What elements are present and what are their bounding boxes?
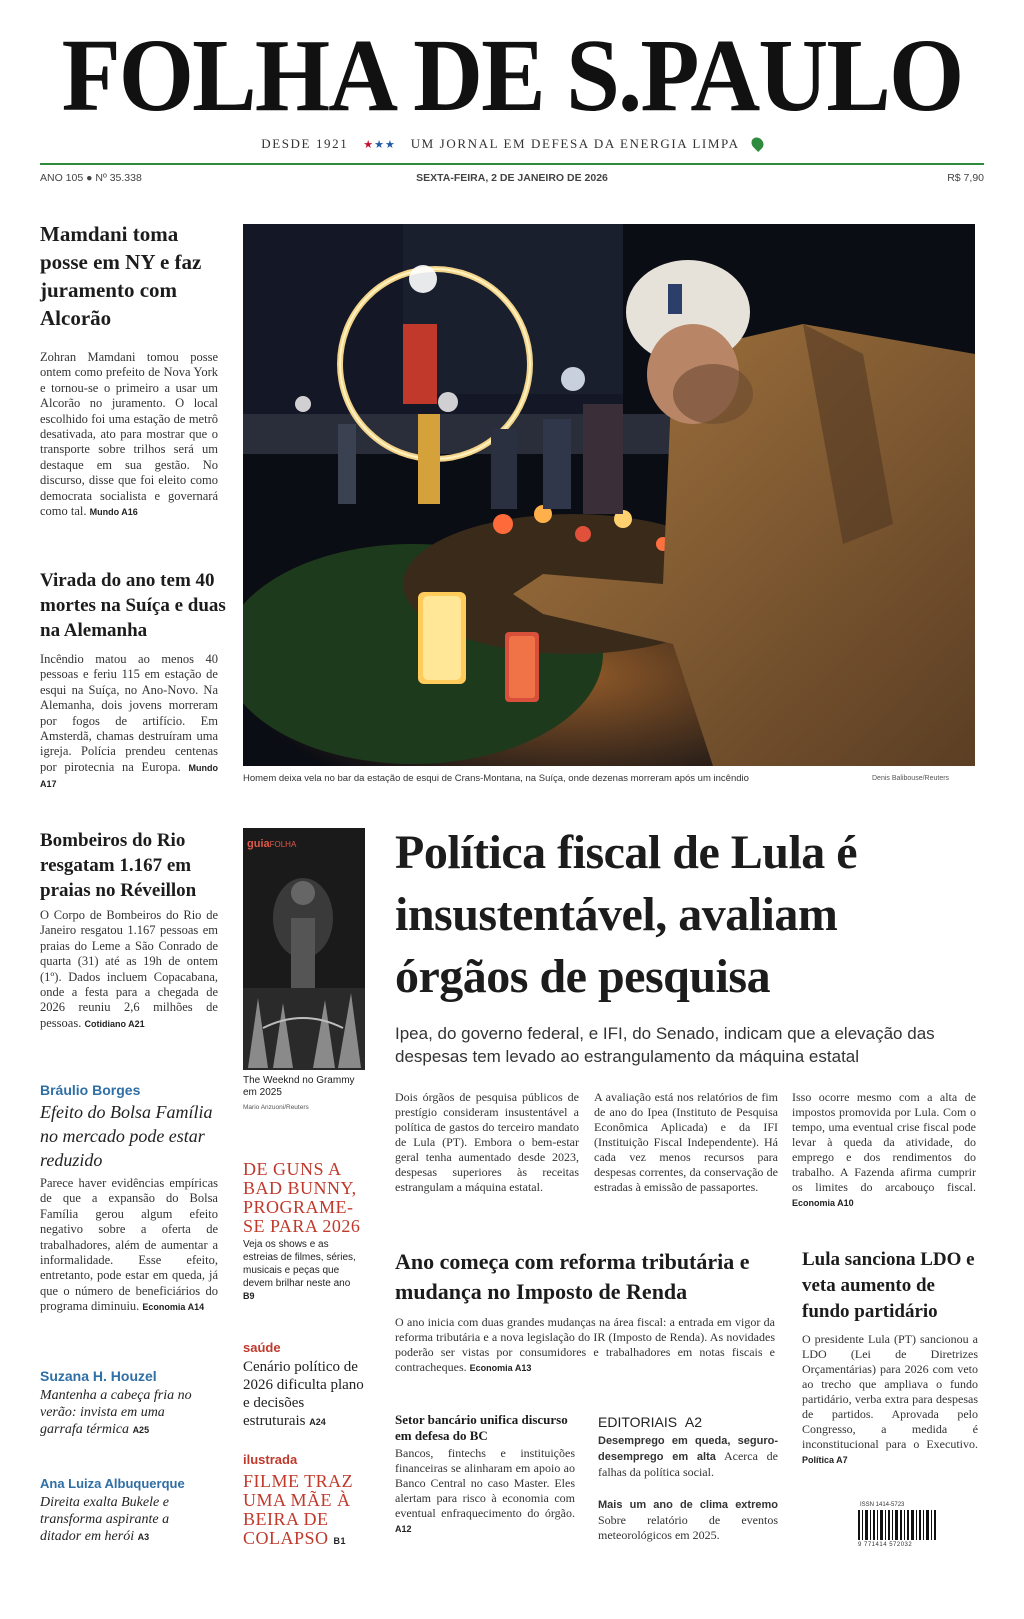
bank-story-body: Bancos, fintechs e instituições financeiras se alinharam em apoio ao Banco Central no caso Master. Eles alertam para risco à economia com eventual enfraquecimento do órgão. A12: [395, 1446, 575, 1534]
lead-photo-illustration: [243, 224, 975, 766]
photo-credit: Denis Balibouse/Reuters: [872, 775, 950, 782]
edition-price: R$ 7,90: [947, 172, 984, 184]
barcode-number: 9 771414 572032: [858, 1542, 913, 1548]
guia-body: Veja os shows e as estreias de filmes, séries, musicais e peças que devem brilhar neste ano B9: [243, 1239, 356, 1301]
guia-logo: guiaFOLHA: [247, 838, 297, 850]
story-mamdani-headline[interactable]: Mamdani toma posse em NY e faz juramento com Alcorão: [40, 222, 202, 330]
photo-caption: Homem deixa vela no bar da estação de esqui de Crans-Montana, na Suíça, onde dezenas morreram após um incêndio: [243, 773, 749, 784]
columnist-suzana-name[interactable]: Suzana H. Houzel: [40, 1368, 157, 1384]
barcode-icon: [858, 1510, 938, 1540]
masthead-rule: [40, 163, 984, 165]
columnist-ana-name[interactable]: Ana Luiza Albuquerque: [40, 1476, 185, 1491]
guia-photo[interactable]: [243, 828, 365, 1070]
page-ref: Mundo A17: [40, 762, 218, 790]
main-body-col3: Isso ocorre mesmo com a alta de impostos promovida por Lula. Com o tempo, uma eventual crise fiscal pode levar à queda da atividade, do emprego e dos rendimentos do trabalho. A Fazenda afirma cumprir os limites do arcabouço fiscal. Economia A10: [792, 1090, 976, 1208]
main-body-col2: A avaliação está nos relatórios de fim de ano do Ipea (Instituto de Pesquisa Econômica Aplicada) e da IFI (Instituição Fiscal Independente). Há cada vez menos recursos para despesas correntes, da conservação de estradas à emissão de passaportes.: [594, 1090, 778, 1194]
guia-headline[interactable]: DE GUNS A BAD BUNNY, PROGRAME-SE PARA 2026: [243, 1159, 361, 1236]
editoriais-label[interactable]: EDITORIAIS A2: [598, 1414, 702, 1430]
page-ref: Economia A10: [792, 1198, 854, 1208]
motto-label: UM JORNAL EM DEFESA DA ENERGIA LIMPA: [410, 136, 739, 151]
story-swiss-fire-headline[interactable]: Virada do ano tem 40 mortes na Suíça e duas na Alemanha: [40, 570, 226, 641]
guia-photo-caption: The Weeknd no Grammy em 2025: [243, 1075, 355, 1098]
main-body-col1: Dois órgãos de pesquisa públicos de prestígio consideram insustentável a política de gastos do terceiro mandato de Lula (PT). Embora o bem-estar geral tenha aumentado desde 2023, despesas superiores às receitas estrangulam a máquina estatal.: [395, 1090, 579, 1194]
page-ref: Mundo A16: [89, 507, 138, 518]
columnist-ana-title[interactable]: Direita exalta Bukele e transforma aspirante a ditador em herói A3: [40, 1495, 170, 1544]
editorial-2[interactable]: Mais um ano de clima extremo Sobre relatório de eventos meteorológicos em 2025.: [598, 1499, 778, 1542]
ilustrada-headline[interactable]: FILME TRAZ UMA MÃE À BEIRA DE COLAPSO B1: [243, 1471, 354, 1548]
page-ref: Política A7: [802, 1455, 848, 1465]
page-ref: A12: [395, 1524, 412, 1534]
masthead-logo: FOLHA DE S.PAULO: [61, 18, 963, 133]
main-subhead: Ipea, do governo federal, e IFI, do Senado, indicam que a elevação das despesas tem levado ao estrangulamento da máquina estatal: [395, 1024, 935, 1066]
columnist-braulio-name[interactable]: Bráulio Borges: [40, 1082, 141, 1098]
edition-date: SEXTA-FEIRA, 2 DE JANEIRO DE 2026: [416, 172, 608, 184]
tax-story-body: O ano inicia com duas grandes mudanças na área fiscal: a entrada em vigor da reforma tributária e a nova legislação do IR (Imposto de Renda). As novidades poderão ser vistas por consumidores e trabalhadores em notas fiscais e contracheques. Economia A13: [395, 1315, 775, 1374]
columnist-braulio-title[interactable]: Efeito do Bolsa Família no mercado pode estar reduzido: [40, 1102, 213, 1170]
page-ref: Cotidiano A21: [84, 1018, 145, 1029]
main-headline[interactable]: Política fiscal de Lula é insustentável, avaliam órgãos de pesquisa: [395, 826, 858, 1003]
masthead-tagline: [0, 136, 1024, 152]
bank-story-headline[interactable]: Setor bancário unifica discurso em defesa do BC: [395, 1412, 568, 1443]
guia-photo-credit: Mario Anzuoni/Reuters: [243, 1104, 309, 1111]
page-ref: Economia A13: [469, 1363, 532, 1373]
ldo-story-body: O presidente Lula (PT) sancionou a LDO (Lei de Diretrizes Orçamentárias) para 2026 com veto ao trecho que ampliava o fundo partidário, verba extra para despesas de partidos. Aprovada pelo Congresso, a medida é inconstitucional para o Executivo. Política A7: [802, 1332, 978, 1465]
barcode-top-label: ISSN 1414-5723: [860, 1502, 905, 1508]
story-rio-headline[interactable]: Bombeiros do Rio resgatam 1.167 em praias no Réveillon: [40, 830, 197, 901]
page-ref: Economia A14: [142, 1302, 205, 1313]
columnist-braulio-body: Parece haver evidências empíricas de que a expansão do Bolsa Família gerou algum efeito negativo sobre a oferta de trabalhadores, além de aumentar a informalidade. Esse efeito, entretanto, pode estar em queda, já que o número de beneficiários do programa diminuiu. Economia A14: [40, 1176, 218, 1314]
section-ilustrada[interactable]: ilustrada: [243, 1452, 298, 1467]
story-rio-body: O Corpo de Bombeiros do Rio de Janeiro resgatou 1.167 pessoas em praias do Leme a São Conrado de quarta (31) até as 19h de ontem (1º). Dados incluem Copacabana, onde a festa para a chegada de 2026 reuniu 2,6 milhões de pessoas. Cotidiano A21: [40, 908, 218, 1030]
columnist-suzana-title[interactable]: Mantenha a cabeça fria no verão: invista em uma garrafa térmica A25: [40, 1388, 192, 1437]
section-saude[interactable]: saúde: [243, 1340, 281, 1355]
editorial-1[interactable]: Desemprego em queda, seguro-desemprego em alta Acerca de falhas da política social.: [598, 1435, 779, 1479]
tax-story-headline[interactable]: Ano começa com reforma tributária e mudança no Imposto de Renda: [395, 1249, 750, 1304]
lead-photo[interactable]: [243, 224, 975, 766]
leaf-icon: [749, 135, 766, 152]
stars-icon: ★★★: [363, 139, 396, 151]
ldo-story-headline[interactable]: Lula sanciona LDO e veta aumento de fundo partidário: [802, 1249, 975, 1322]
story-mamdani-body: Zohran Mamdani tomou posse ontem como prefeito de Nova York e tornou-se o primeiro a usar um Alcorão no juramento. O local escolhido foi uma estação de metrô desativada, ato para mostrar que o transporte sobre trilhos será um destaque em sua gestão. No discurso, disse que foi eleito como democrata socialista e governará como tal. Mundo A16: [40, 350, 218, 519]
saude-text[interactable]: Cenário político de 2026 dificulta plano e decisões estruturais A24: [243, 1359, 364, 1429]
since-label: DESDE 1921: [261, 136, 349, 151]
weeknd-illustration: [243, 828, 365, 1070]
story-swiss-fire-body: Incêndio matou ao menos 40 pessoas e feriu 115 em estação de esqui na Suíça, no Ano-Novo. Na Alemanha, dois jovens morreram por fogos de artifício. Em Amsterdã, chamas destruíram uma igreja. Polícia prendeu centenas por pirotecnia na Europa. Mundo A17: [40, 652, 218, 790]
edition-number: ANO 105 ● Nº 35.338: [40, 172, 142, 184]
